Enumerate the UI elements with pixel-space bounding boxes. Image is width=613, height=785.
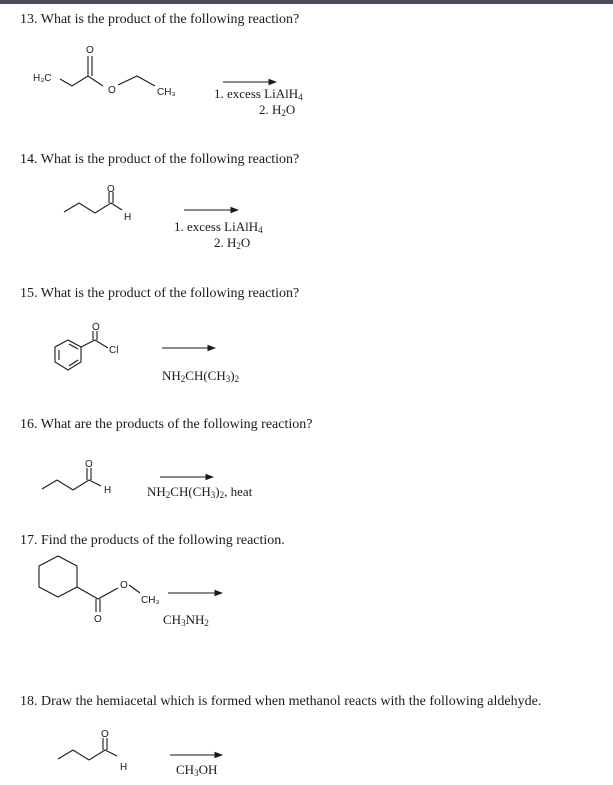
q15-reagent: $NH_2CH(CH_3)_2$ — [162, 368, 240, 384]
q17-reagent: $CH_3NH_2$ — [163, 612, 209, 628]
q17-ester-structure — [39, 556, 222, 625]
q16-hydrogen: H — [104, 485, 112, 496]
q15-chlorine: Cl — [109, 345, 119, 356]
q18-hydrogen: H — [120, 762, 128, 773]
q14-hydrogen: H — [124, 212, 132, 223]
q14-reagent-step1: 1. excess LiAlH$_4$ — [174, 219, 263, 235]
q17-ester-oxygen: O — [120, 580, 128, 591]
q16-oxygen: O — [85, 459, 93, 470]
q13-carbonyl-oxygen: O — [86, 45, 94, 56]
q14-oxygen: O — [107, 184, 115, 195]
q13-ester-oxygen: O — [108, 85, 116, 96]
question-13: 13. What is the product of the following reaction? — [20, 12, 300, 27]
question-18: 18. Draw the hemiacetal which is formed when methanol reacts with the following aldehyde. — [20, 694, 542, 709]
q13-h3c-label: H₃C — [33, 73, 52, 84]
q15-oxygen: O — [92, 322, 100, 333]
q13-ch3-label: CH₃ — [157, 87, 176, 98]
question-15: 15. What is the product of the following reaction? — [20, 286, 300, 301]
q13-reagent-step2: 2. $H_2O$ — [259, 102, 296, 118]
q16-aldehyde-structure — [42, 459, 213, 496]
q13-ester-structure — [33, 45, 276, 98]
q18-aldehyde-structure — [58, 729, 222, 773]
q15-benzoyl-chloride-structure — [55, 322, 215, 370]
q13-reagent-step1: 1. excess LiAlH$_4$ — [214, 86, 303, 102]
question-17: 17. Find the products of the following reaction. — [20, 533, 285, 548]
question-16: 16. What are the products of the following reaction? — [20, 417, 313, 432]
q17-carbonyl-oxygen: O — [94, 614, 102, 625]
q14-reagent-step2: 2. $H_2O$ — [214, 235, 251, 251]
q16-reagent: $NH_2CH(CH_3)_2$, heat — [147, 484, 253, 500]
question-14: 14. What is the product of the following reaction? — [20, 152, 300, 167]
q18-reagent: $CH_3OH$ — [176, 762, 218, 778]
q18-oxygen: O — [101, 729, 109, 740]
q14-aldehyde-structure — [64, 184, 238, 223]
q17-ch3-label: CH₃ — [141, 595, 160, 606]
